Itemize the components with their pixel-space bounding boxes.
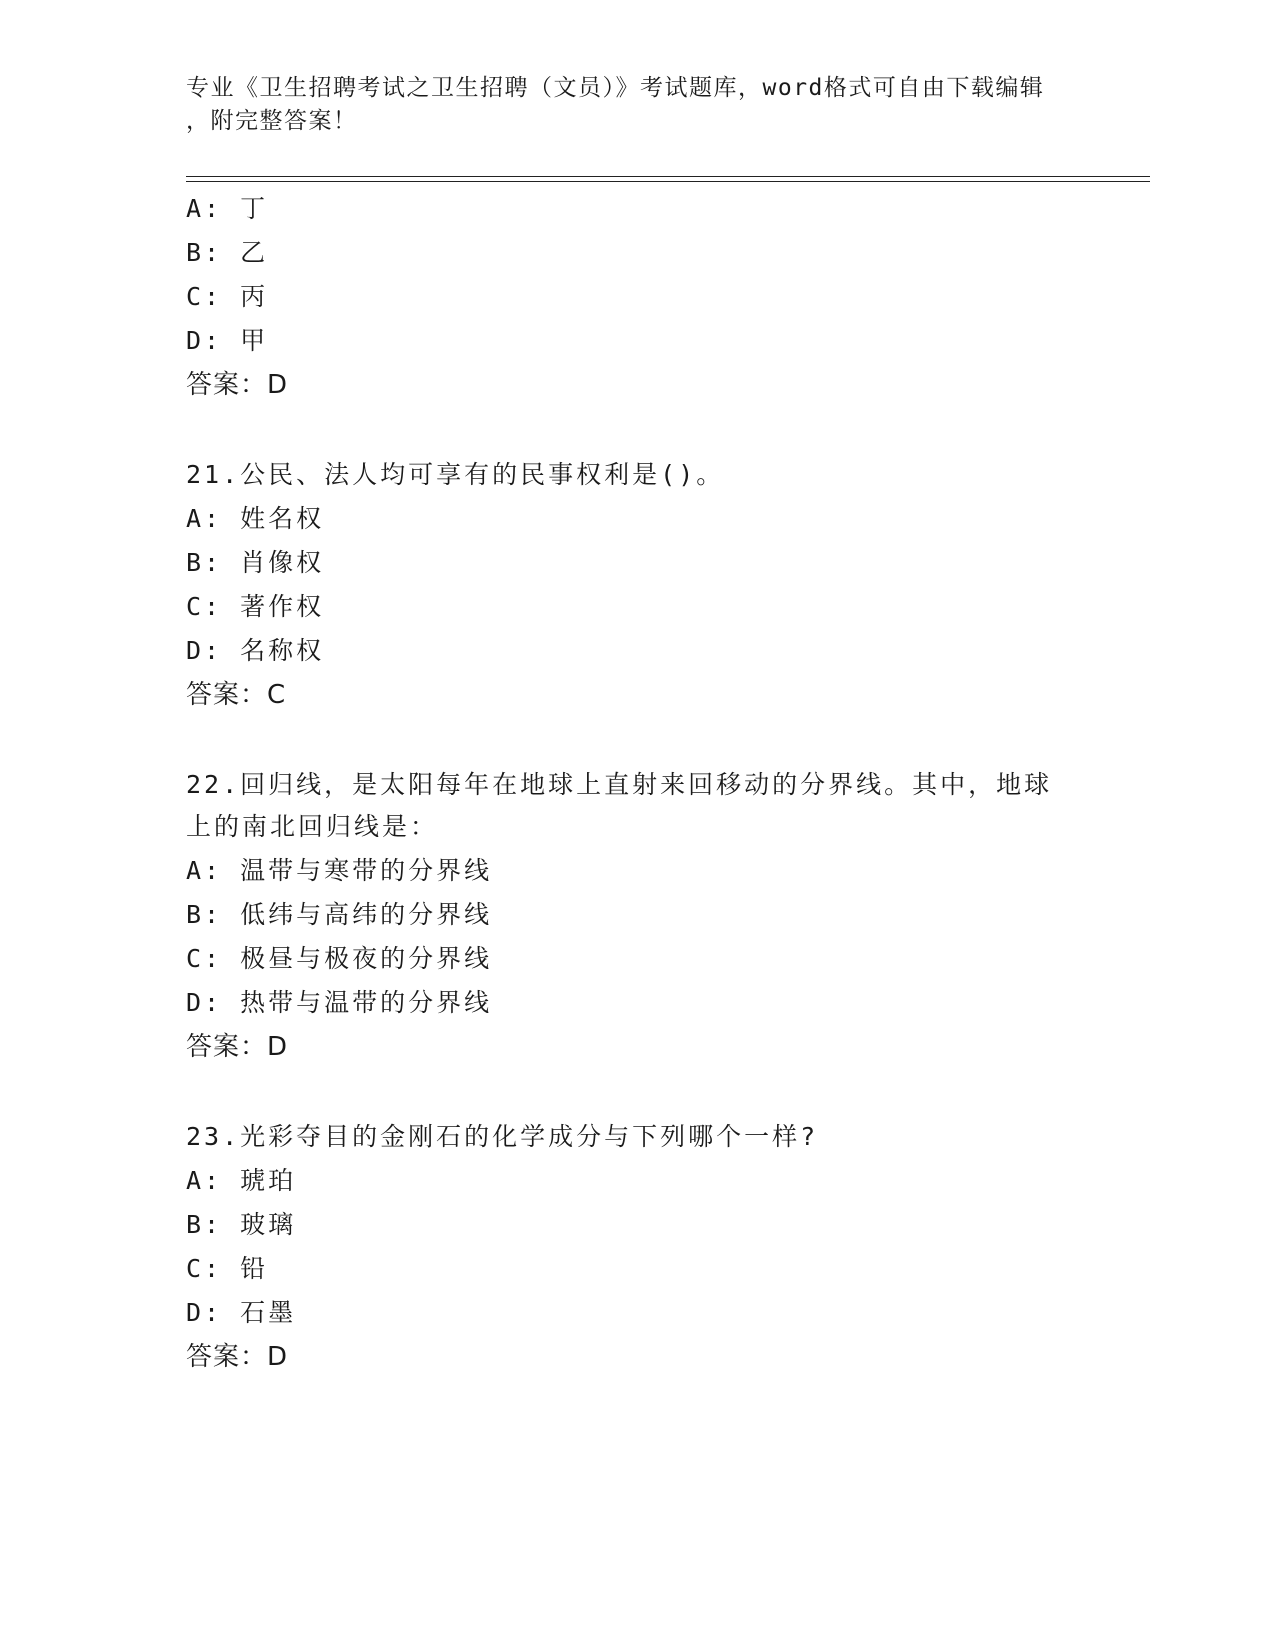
q22-question-line-1: 22.回归线，是太阳每年在地球上直射来回移动的分界线。其中，地球 bbox=[186, 770, 1053, 799]
header-line-2: ，附完整答案！ bbox=[186, 108, 358, 134]
header-divider-bottom bbox=[186, 181, 1150, 182]
q20-option-c: C: 丙 bbox=[186, 282, 269, 311]
q20-option-b: B: 乙 bbox=[186, 238, 269, 267]
q20-option-a: A: 丁 bbox=[186, 194, 269, 223]
q22-option-d: D: 热带与温带的分界线 bbox=[186, 988, 493, 1017]
q21-answer: 答案：C bbox=[186, 680, 287, 710]
q21-option-d: D: 名称权 bbox=[186, 636, 325, 665]
header-line-1: 专业《卫生招聘考试之卫生招聘（文员）》考试题库，word格式可自由下载编辑 bbox=[186, 75, 1045, 101]
header-divider-top bbox=[186, 176, 1150, 177]
q22-option-a: A: 温带与寒带的分界线 bbox=[186, 856, 493, 885]
q20-option-d: D: 甲 bbox=[186, 326, 269, 355]
q21-option-a: A: 姓名权 bbox=[186, 504, 325, 533]
q23-question: 23.光彩夺目的金刚石的化学成分与下列哪个一样? bbox=[186, 1122, 819, 1151]
q21-question: 21.公民、法人均可享有的民事权利是()。 bbox=[186, 460, 725, 489]
q23-option-d: D: 石墨 bbox=[186, 1298, 297, 1327]
q22-answer: 答案：D bbox=[186, 1032, 289, 1062]
q22-option-b: B: 低纬与高纬的分界线 bbox=[186, 900, 493, 929]
q23-option-a: A: 琥珀 bbox=[186, 1166, 297, 1195]
q21-option-c: C: 著作权 bbox=[186, 592, 325, 621]
q23-answer: 答案：D bbox=[186, 1342, 289, 1372]
q22-question-line-2: 上的南北回归线是： bbox=[186, 812, 439, 841]
q23-option-b: B: 玻璃 bbox=[186, 1210, 297, 1239]
q20-answer: 答案：D bbox=[186, 370, 289, 400]
q23-option-c: C: 铅 bbox=[186, 1254, 269, 1283]
document-header bbox=[186, 72, 1086, 138]
q22-option-c: C: 极昼与极夜的分界线 bbox=[186, 944, 493, 973]
q21-option-b: B: 肖像权 bbox=[186, 548, 325, 577]
